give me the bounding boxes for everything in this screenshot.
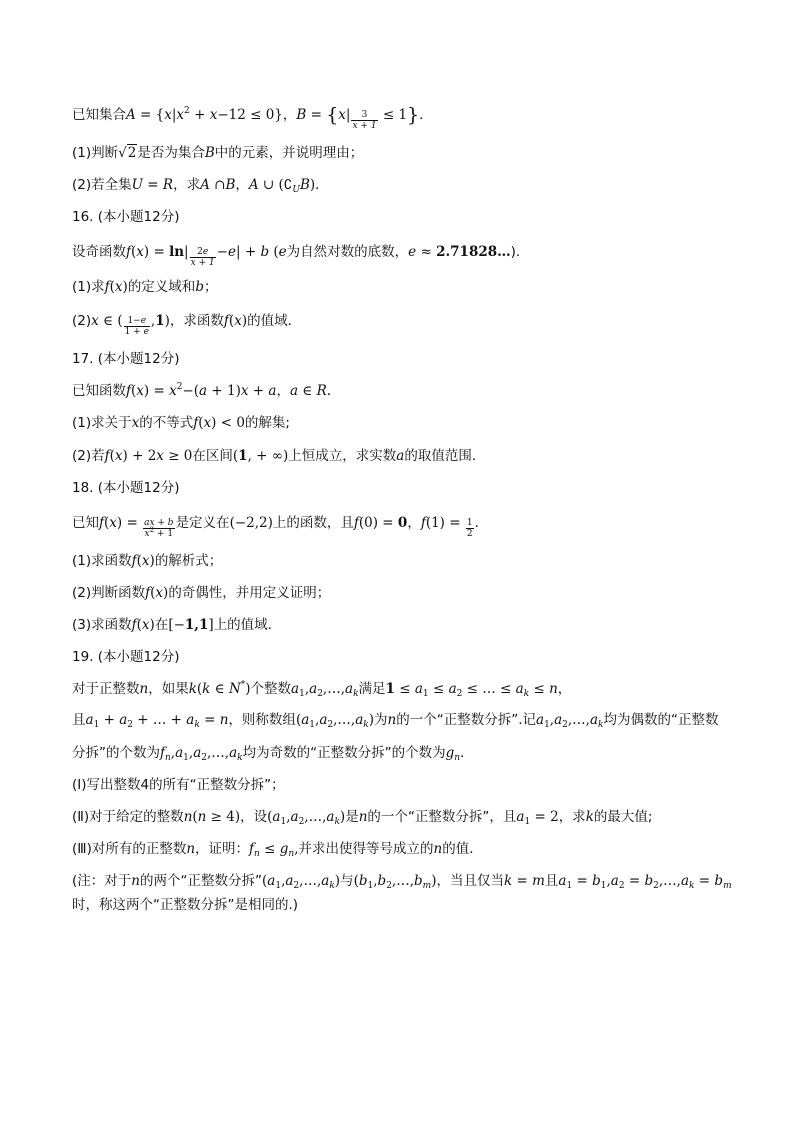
problem-17-q2: (2)若f(x) + 2x ≥ 0在区间(1, + ∞)上恒成立，求实数a的取值范围． — [72, 448, 486, 464]
problem-19-line-2: 且$a_1 + a_2$ + … + $a_k = n$，则称数组$(a_1,a_2,\dots,a_k)$为n的一个“正整数分拆”.记$a_1,a_2,\dots,a_k$均为偶数的“正整数 — [72, 712, 719, 730]
problem-19-header: 19. (本小题12分) — [72, 649, 180, 665]
problem-15-q2: (2)若全集U = R，求A ∩B，A ∪ $(∁_UB)$． — [72, 177, 329, 195]
problem-17-header: 17. (本小题12分) — [72, 351, 180, 367]
problem-15-stem: 已知集合$A = \{x|x^2 + x-12 \le 0\}$，B = {x| $\frac{3}{x + 1}$ ≤ 1}． — [72, 104, 433, 131]
problem-18-header: 18. (本小题12分) — [72, 480, 180, 496]
problem-18-q1: (1)求函数f(x)的解析式； — [72, 553, 223, 569]
problem-18-q3: (3)求函数f(x)在[−1,1]上的值域． — [72, 617, 282, 633]
problem-17-stem: 已知函数$f(x) = x^2-(a + 1)x + a$，a ∈ R. — [72, 382, 332, 399]
problem-19-line-3: 分拆”的个数为$f_n,a_1,a_2,\dots,a_k$均为奇数的“正整数分拆”的个数为$g_n$． — [72, 745, 474, 763]
problem-15-q1: (1)判断√2是否为集合B中的元素，并说明理由； — [72, 145, 364, 161]
problem-19-note: (注：对于n的两个“正整数分拆$”(a_1,a_2,\dots,a_k)$与$(b_1,b_2,\dots,b_m)$，当且仅当k = m且$a_1 = b_1,a_2$ = $b_2,\dots,a_k = b_m$ — [72, 873, 732, 891]
problem-19-line-1: 对于正整数n，如果k(k ∈ N*)个整数$a_1,a_2,\dots,a_k$满足$1 \le a_1 \le a_2$ ≤ … ≤ $a_k \le n$， — [72, 680, 572, 699]
problem-18-stem: 已知f(x) = $\frac{ax + b}{x^2 + 1}$ 是定义在(−2,2)上的函数，且f(0) = 0，f(1) = $\frac{1}{2}$ ． — [72, 515, 489, 539]
problem-19-note-end: 时，称这两个“正整数分拆”是相同的.) — [72, 897, 299, 913]
problem-18-q2: (2)判断函数f(x)的奇偶性，并用定义证明； — [72, 585, 331, 601]
problem-17-q1: (1)求关于x的不等式f(x) < 0的解集; — [72, 415, 290, 431]
problem-19-q1: (Ⅰ)写出整数4的所有“正整数分拆”； — [72, 777, 285, 793]
problem-16-stem: 设奇函数f(x) = ln| $\frac{2e}{x + 1}$ −e| + b (e为自然对数的底数，e ≈ 2.71828…). — [72, 244, 521, 268]
problem-19-q2: (Ⅱ)对于给定的整数n(n ≥ 4)，设$(a_1,a_2,\dots,a_k)$是n的一个“正整数分拆”，且$a_1 = 2$，求k的最大值; — [72, 809, 653, 827]
problem-19-q3: (Ⅲ)对所有的正整数n，证明：$f_n \le g_n$,并求出使得等号成立的n的值． — [72, 841, 483, 859]
problem-16-header: 16. (本小题12分) — [72, 209, 180, 225]
problem-16-q2: (2)x ∈ ( $\frac{1-e}{1 + e}$ ,1)，求函数f(x)的值域． — [72, 313, 302, 337]
problem-16-q1: (1)求f(x)的定义域和b； — [72, 279, 218, 295]
